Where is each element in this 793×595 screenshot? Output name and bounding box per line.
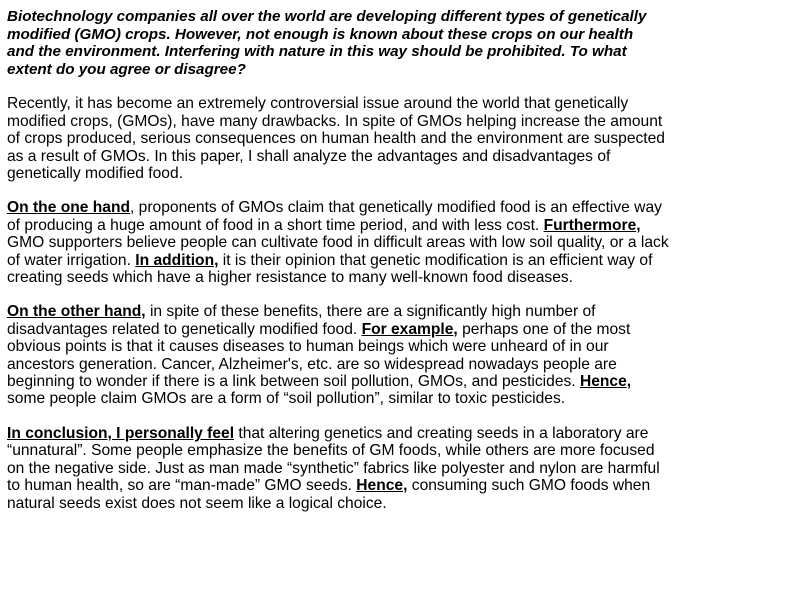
- intro-line: as a result of GMOs. In this paper, I shall analyze the advantages and disadvantages of: [7, 147, 611, 165]
- body2-line: [7, 321, 787, 338]
- body1-text: of water irrigation.: [7, 251, 136, 269]
- body2-text: disadvantages related to genetically modified food.: [7, 320, 362, 338]
- transition-phrase: Hence,: [579, 373, 632, 391]
- intro-line: modified crops, (GMOs), have many drawbacks. In spite of GMOs helping increase the amount: [7, 112, 663, 130]
- conclusion-text: that altering genetics and creating seeds in a laboratory are: [234, 424, 649, 442]
- prompt-line: extent do you agree or disagree?: [7, 60, 246, 78]
- transition-phrase: In addition,: [135, 251, 219, 269]
- body2-text: perhaps one of the most: [457, 320, 631, 338]
- body1-line: creating seeds which have a higher resistance to many well-known food diseases.: [7, 269, 574, 287]
- body1-line: [7, 252, 787, 269]
- body1-line: GMO supporters believe people can cultivate food in difficult areas with low soil quality, or a lack: [7, 234, 669, 252]
- transition-phrase: On the one hand: [7, 199, 131, 217]
- body1-text: , proponents of GMOs claim that genetically modified food is an effective way: [130, 199, 662, 217]
- body1-text: of producing a huge amount of food in a short time period, and with less cost.: [7, 216, 544, 234]
- conclusion-paragraph: [7, 425, 787, 512]
- intro-line: of crops produced, serious consequences on human health and the environment are suspected: [7, 130, 665, 148]
- transition-phrase: On the other hand,: [7, 303, 146, 321]
- body1-text: it is their opinion that genetic modification is an efficient way of: [218, 251, 653, 269]
- body-paragraph-1: [7, 199, 787, 286]
- transition-phrase: In conclusion, I personally feel: [7, 424, 235, 442]
- intro-paragraph: [7, 95, 787, 182]
- conclusion-line: [7, 425, 787, 442]
- conclusion-line: “unnatural”. Some people emphasize the benefits of GM foods, while others are more focused: [7, 442, 655, 460]
- intro-line: genetically modified food.: [7, 165, 183, 182]
- conclusion-text: to human health, so are “man-made” GMO seeds.: [7, 477, 357, 495]
- body-paragraph-2: [7, 303, 787, 407]
- body1-line: [7, 217, 787, 234]
- body2-line: obvious points is that it causes diseases to human beings which were unheard of in our: [7, 338, 609, 356]
- essay-page: [7, 8, 787, 529]
- body2-text: in spite of these benefits, there are a significantly high number of: [145, 303, 596, 321]
- conclusion-line: on the negative side. Just as man made “synthetic” fabrics like polyester and nylon are harmful: [7, 459, 660, 477]
- body2-line: [7, 303, 787, 320]
- intro-line: Recently, it has become an extremely controversial issue around the world that genetically: [7, 95, 629, 113]
- body2-line: [7, 373, 787, 390]
- body1-line: [7, 199, 787, 216]
- essay-prompt: [7, 8, 787, 78]
- prompt-line: modified (GMO) crops. However, not enough is known about these crops on our health: [7, 25, 634, 43]
- body2-line: some people claim GMOs are a form of “soil pollution”, similar to toxic pesticides.: [7, 390, 566, 408]
- conclusion-line: natural seeds exist does not seem like a logical choice.: [7, 494, 387, 512]
- transition-phrase: Furthermore,: [543, 216, 641, 234]
- body2-text: beginning to wonder if there is a link between soil pollution, GMOs, and pesticides.: [7, 373, 580, 391]
- conclusion-line: [7, 477, 787, 494]
- transition-phrase: Hence,: [356, 477, 408, 495]
- transition-phrase: For example,: [361, 320, 458, 338]
- body2-line: ancestors generation. Cancer, Alzheimer's, etc. are so widespread nowadays people are: [7, 355, 617, 373]
- prompt-line: Biotechnology companies all over the world are developing different types of genetically: [7, 8, 647, 25]
- conclusion-text: consuming such GMO foods when: [407, 477, 651, 495]
- prompt-line: and the environment. Interfering with nature in this way should be prohibited. To what: [7, 43, 627, 61]
